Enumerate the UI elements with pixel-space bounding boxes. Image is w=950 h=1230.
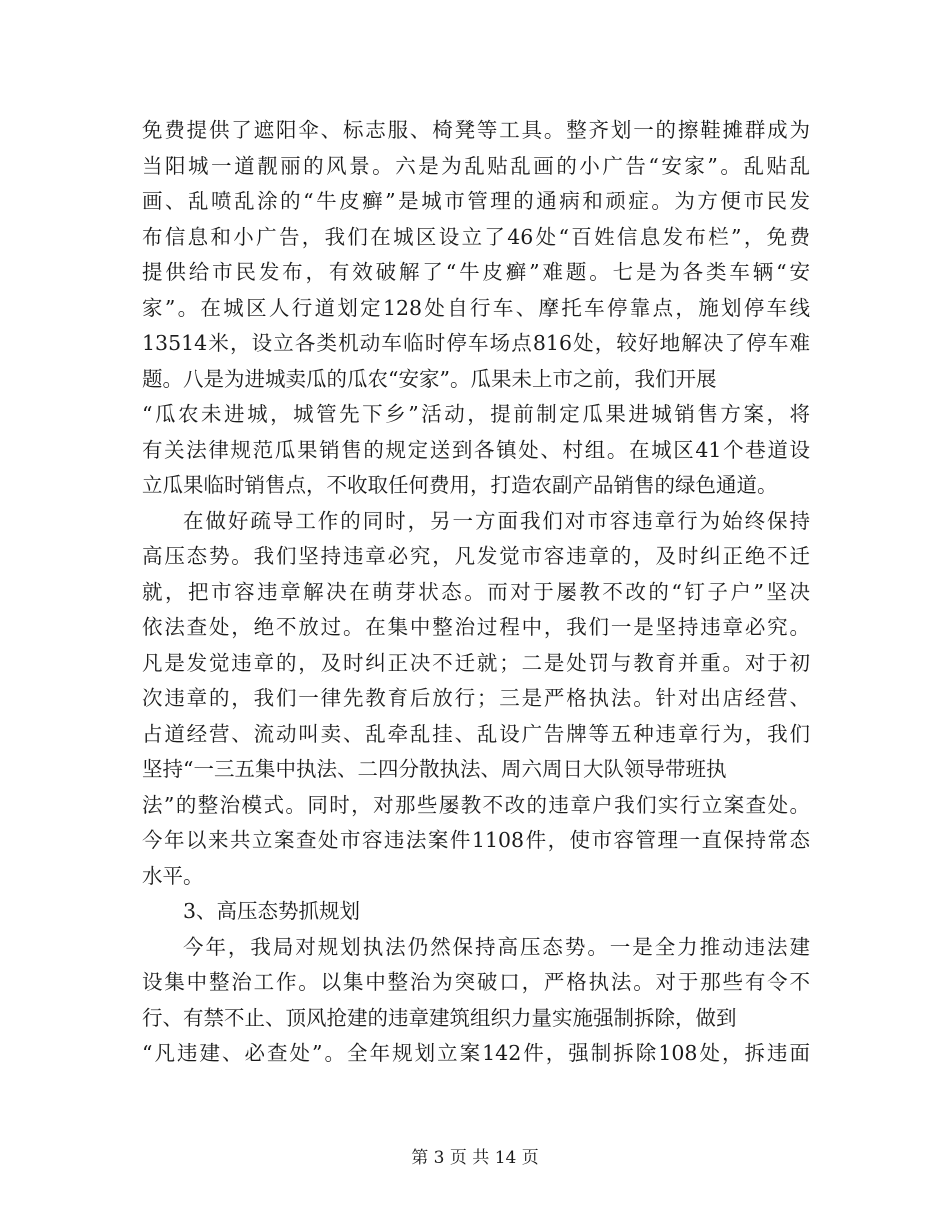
text-line: 免费提供了遮阳伞、标志服、椅凳等工具。整齐划一的擦鞋摊群成为 bbox=[142, 118, 810, 142]
text-line: 题。八是为进城卖瓜的瓜农“安家”。瓜果未上市之前，我们开展 bbox=[142, 366, 717, 391]
text-line: 布信息和小广告，我们在城区设立了46处“百姓信息发布栏”，免费 bbox=[142, 224, 810, 249]
text-line: 占道经营、流动叫卖、乱牵乱挂、乱设广告牌等五种违章行为，我们 bbox=[142, 721, 810, 746]
text-line: 提供给市民发布，有效破解了“牛皮癣”难题。七是为各类车辆“安 bbox=[142, 260, 810, 284]
text-line: “凡违建、必查处”。全年规划立案142件，强制拆除108处，拆违面 bbox=[142, 1041, 810, 1065]
text-line: “瓜农未进城，城管先下乡”活动，提前制定瓜果进城销售方案，将 bbox=[142, 402, 810, 426]
text-line: 13514米，设立各类机动车临时停车场点816处，较好地解决了停车难 bbox=[142, 331, 810, 355]
text-line: 立瓜果临时销售点，不收取任何费用，打造农副产品销售的绿色通道。 bbox=[142, 473, 778, 497]
text-line: 画、乱喷乱涂的“牛皮癣”是城市管理的通病和顽症。为方便市民发 bbox=[142, 189, 810, 213]
text-line: 设集中整治工作。以集中整治为突破口，严格执法。对于那些有令不 bbox=[142, 970, 810, 994]
text-line: 次违章的，我们一律先教育后放行；三是严格执法。针对出店经营、 bbox=[142, 686, 810, 710]
body-text bbox=[142, 113, 810, 1072]
text-line: 就，把市容违章解决在萌芽状态。而对于屡教不改的“钉子户”坚决 bbox=[142, 579, 810, 604]
page-footer: 第 3 页 共 14 页 bbox=[411, 1148, 539, 1168]
text-line: 在做好疏导工作的同时，另一方面我们对市容违章行为始终保持 bbox=[183, 508, 810, 533]
text-line: 3、高压态势抓规划 bbox=[183, 899, 361, 923]
text-line: 今年以来共立案查处市容违法案件1108件，使市容管理一直保持常态 bbox=[142, 828, 810, 852]
text-line: 今年，我局对规划执法仍然保持高压态势。一是全力推动违法建 bbox=[183, 934, 810, 959]
text-line: 家”。在城区人行道划定128处自行车、摩托车停靠点，施划停车线 bbox=[142, 295, 810, 320]
text-line: 凡是发觉违章的，及时纠正决不迁就；二是处罚与教育并重。对于初 bbox=[142, 650, 810, 675]
text-line: 有关法律规范瓜果销售的规定送到各镇处、村组。在城区41个巷道设 bbox=[142, 437, 810, 462]
text-line: 坚持“一三五集中执法、二四分散执法、周六周日大队领导带班执 bbox=[142, 757, 727, 781]
text-line: 依法查处，绝不放过。在集中整治过程中，我们一是坚持违章必究。 bbox=[142, 615, 810, 639]
text-line: 当阳城一道靓丽的风景。六是为乱贴乱画的小广告“安家”。乱贴乱 bbox=[142, 153, 810, 178]
text-line: 水平。 bbox=[142, 863, 204, 888]
text-line: 高压态势。我们坚持违章必究，凡发觉市容违章的，及时纠正绝不迁 bbox=[142, 544, 810, 568]
text-line: 行、有禁不止、顶风抢建的违章建筑组织力量实施强制拆除，做到 bbox=[142, 1005, 737, 1030]
text-line: 法”的整治模式。同时，对那些屡教不改的违章户我们实行立案查处。 bbox=[142, 792, 810, 817]
